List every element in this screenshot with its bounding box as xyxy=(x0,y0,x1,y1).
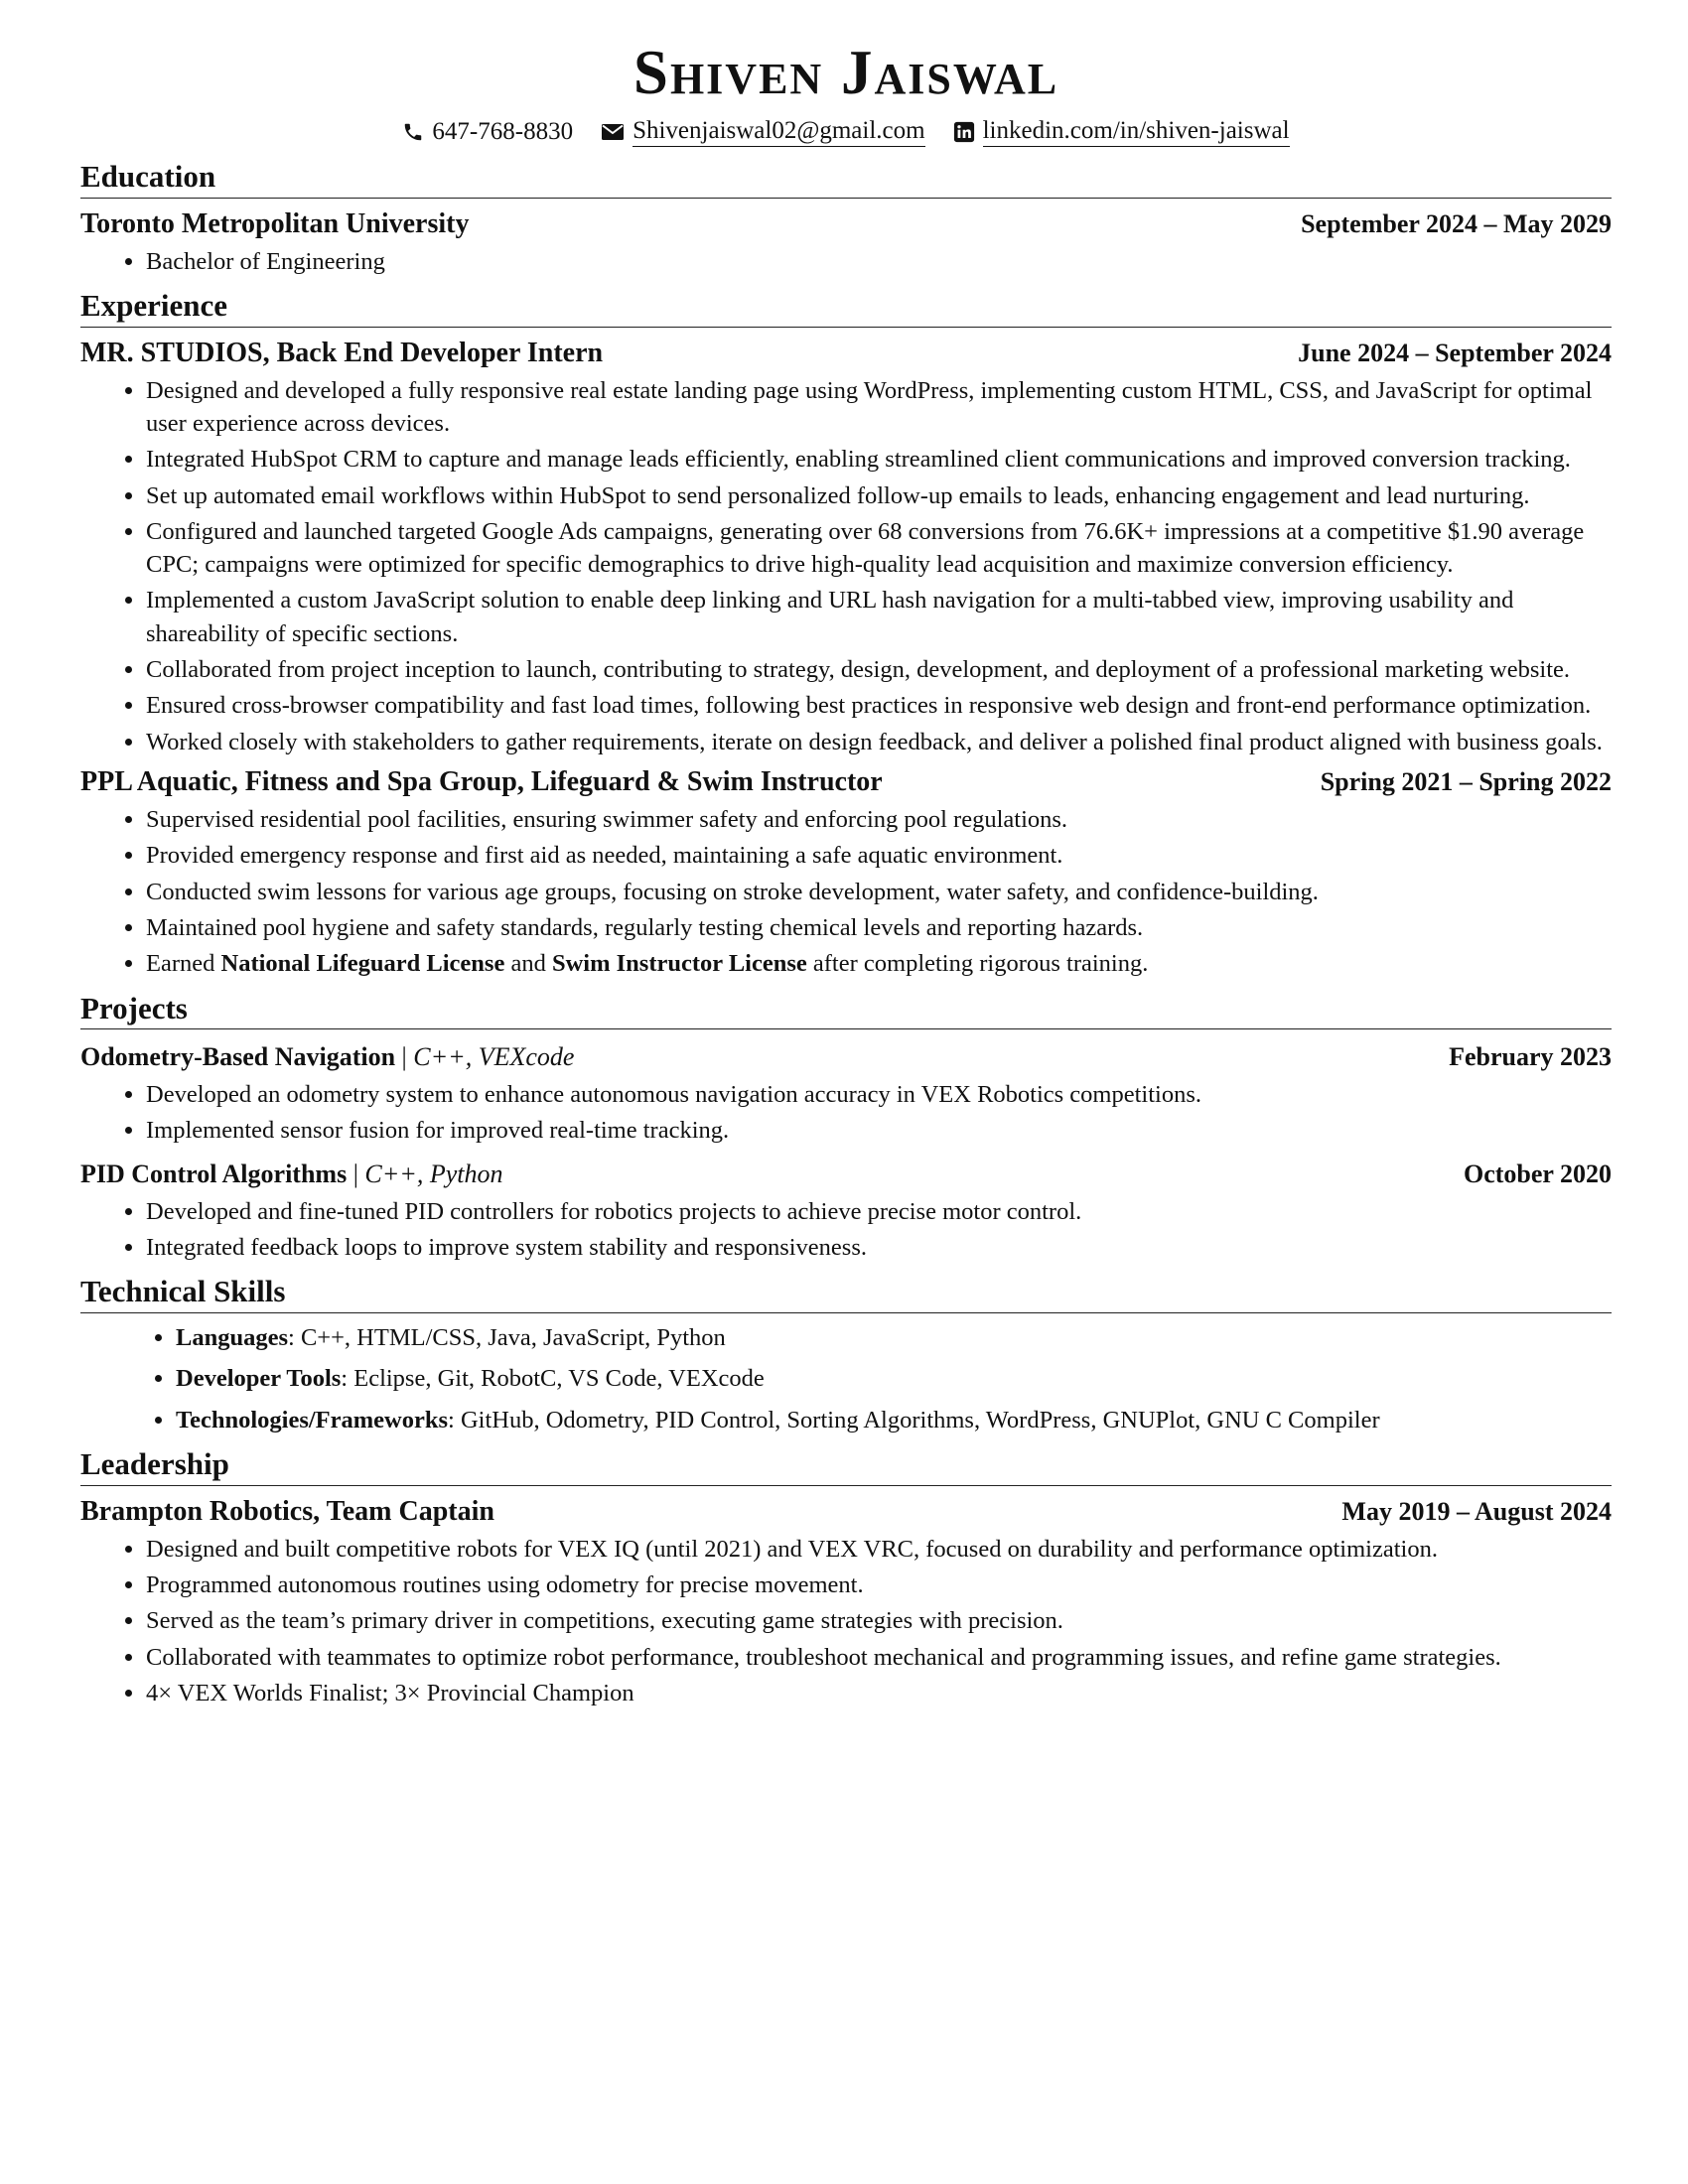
leadership-section xyxy=(80,1446,1612,1709)
section-title-projects: Projects xyxy=(80,991,1612,1030)
experience-section xyxy=(80,288,1612,981)
linkedin-icon xyxy=(953,121,975,143)
contact-phone xyxy=(402,118,573,146)
job-heading-mr-studios xyxy=(80,336,1612,370)
contact-bar xyxy=(80,115,1612,149)
job-date: June 2024 – September 2024 xyxy=(1298,338,1612,367)
project-name: PID Control Algorithms xyxy=(80,1160,348,1189)
list-item: • Ensured cross-browser compatibility and fast load times, following best practices in responsive web design and front-end performance optimization. xyxy=(146,689,1612,722)
list-item: • Collaborated from project inception to launch, contributing to strategy, design, development, and deployment of a professional marketing website. xyxy=(146,653,1612,686)
list-item: • Supervised residential pool facilities, ensuring swimmer safety and enforcing pool regulations. xyxy=(146,803,1612,836)
skills-section xyxy=(80,1274,1612,1436)
list-item: • Designed and developed a fully responsive real estate landing page using WordPress, implementing custom HTML, CSS, and JavaScript for optimal user experience across devices. xyxy=(146,374,1612,441)
skill-value: : Eclipse, Git, RobotC, VS Code, VEXcode xyxy=(341,1365,765,1393)
skill-value: : GitHub, Odometry, PID Control, Sorting Algorithms, WordPress, GNUPlot, GNU C Compiler xyxy=(448,1406,1380,1433)
list-item: • Developed and fine-tuned PID controllers for robotics projects to achieve precise motor control. xyxy=(146,1195,1612,1228)
list-item: • Provided emergency response and first aid as needed, maintaining a safe aquatic environment. xyxy=(146,839,1612,872)
list-item: • Implemented a custom JavaScript solution to enable deep linking and URL hash navigation for a multi-tabbed view, improving usability and shareability of specific sections. xyxy=(146,584,1612,650)
list-item: • Set up automated email workflows within HubSpot to send personalized follow-up emails to leads, enhancing engagement and lead nurturing. xyxy=(146,479,1612,512)
project-bullets-odometry xyxy=(80,1078,1612,1148)
skill-value: : C++, HTML/CSS, Java, JavaScript, Python xyxy=(288,1324,726,1352)
list-item: • Integrated feedback loops to improve system stability and responsiveness. xyxy=(146,1231,1612,1264)
list-item: • Implemented sensor fusion for improved real-time tracking. xyxy=(146,1114,1612,1147)
license-lifeguard: National Lifeguard License xyxy=(220,950,505,978)
license-swim-instructor: Swim Instructor License xyxy=(551,950,807,978)
list-item: • Configured and launched targeted Google Ads campaigns, generating over 68 conversions from 76.6K+ impressions at a competitive $1.90 average CPC; campaigns were optimized for specific demographics to drive high-quality lead acquisition and maximize conversion efficiency. xyxy=(146,515,1612,582)
section-title-leadership: Leadership xyxy=(80,1446,1612,1486)
list-item: • Maintained pool hygiene and safety standards, regularly testing chemical levels and reporting hazards. xyxy=(146,911,1612,944)
project-heading-odometry xyxy=(80,1041,1612,1074)
project-date: October 2020 xyxy=(1464,1160,1612,1189)
section-title-education: Education xyxy=(80,159,1612,199)
skills-list xyxy=(80,1321,1612,1436)
section-title-experience: Experience xyxy=(80,288,1612,328)
resume-page xyxy=(80,40,1612,1715)
project-name: Odometry-Based Navigation xyxy=(80,1042,396,1072)
projects-section xyxy=(80,991,1612,1265)
phone-text: 647-768-8830 xyxy=(432,118,574,145)
list-item: • Designed and built competitive robots for VEX IQ (until 2021) and VEX VRC, focused on durability and performance optimization. xyxy=(146,1533,1612,1566)
project-bullets-pid xyxy=(80,1195,1612,1265)
project-title xyxy=(80,1041,574,1074)
project-title xyxy=(80,1159,503,1191)
list-item: • Bachelor of Engineering xyxy=(146,245,1612,278)
leadership-title: Brampton Robotics, Team Captain xyxy=(80,1495,494,1527)
list-item: • Served as the team’s primary driver in competitions, executing game strategies with precision. xyxy=(146,1604,1612,1637)
envelope-icon xyxy=(601,122,625,142)
license-suffix: after completing rigorous training. xyxy=(806,950,1149,978)
job-title: PPL Aquatic, Fitness and Spa Group, Lifeguard & Swim Instructor xyxy=(80,766,883,798)
linkedin-link[interactable]: linkedin.com/in/shiven-jaiswal xyxy=(983,117,1290,147)
project-separator: | xyxy=(347,1160,365,1189)
skill-label: Languages xyxy=(176,1324,289,1352)
education-section xyxy=(80,159,1612,278)
list-item: • Collaborated with teammates to optimize robot performance, troubleshoot mechanical and programming issues, and refine game strategies. xyxy=(146,1641,1612,1674)
contact-linkedin[interactable] xyxy=(953,117,1290,147)
list-item: • Conducted swim lessons for various age groups, focusing on stroke development, water safety, and confidence-building. xyxy=(146,876,1612,908)
project-tech: C++, Python xyxy=(364,1160,503,1189)
candidate-name: Shiven Jaiswal xyxy=(633,38,1059,107)
project-date: February 2023 xyxy=(1449,1042,1612,1072)
leadership-heading xyxy=(80,1494,1612,1529)
skill-label: Developer Tools xyxy=(176,1365,342,1393)
list-item: • Integrated HubSpot CRM to capture and manage leads efficiently, enabling streamlined client communications and improved conversion tracking. xyxy=(146,443,1612,476)
list-item: • Worked closely with stakeholders to gather requirements, iterate on design feedback, and deliver a polished final product aligned with business goals. xyxy=(146,726,1612,758)
job-bullets-ppl-aquatic xyxy=(80,803,1612,981)
job-heading-ppl-aquatic xyxy=(80,764,1612,799)
skill-technologies xyxy=(176,1404,1612,1436)
list-item-licenses xyxy=(146,947,1612,980)
project-separator: | xyxy=(395,1042,414,1072)
education-bullets xyxy=(80,245,1612,278)
skill-languages xyxy=(176,1321,1612,1354)
job-title: MR. STUDIOS, Back End Developer Intern xyxy=(80,337,604,368)
section-title-skills: Technical Skills xyxy=(80,1274,1612,1313)
contact-email[interactable] xyxy=(601,117,925,147)
list-item: • Developed an odometry system to enhance autonomous navigation accuracy in VEX Robotics competitions. xyxy=(146,1078,1612,1111)
education-date: September 2024 – May 2029 xyxy=(1301,208,1612,238)
license-prefix: Earned xyxy=(146,950,221,978)
license-middle: and xyxy=(504,950,552,978)
leadership-bullets xyxy=(80,1533,1612,1710)
project-heading-pid xyxy=(80,1159,1612,1191)
skill-developer-tools xyxy=(176,1362,1612,1395)
list-item: • 4× VEX Worlds Finalist; 3× Provincial Champion xyxy=(146,1677,1612,1709)
phone-icon xyxy=(402,121,424,143)
skill-label: Technologies/Frameworks xyxy=(176,1406,449,1433)
email-link[interactable]: Shivenjaiswal02@gmail.com xyxy=(633,117,925,147)
list-item: • Programmed autonomous routines using odometry for precise movement. xyxy=(146,1569,1612,1601)
school-name: Toronto Metropolitan University xyxy=(80,207,470,239)
job-date: Spring 2021 – Spring 2022 xyxy=(1320,767,1612,797)
job-bullets-mr-studios xyxy=(80,374,1612,758)
leadership-date: May 2019 – August 2024 xyxy=(1341,1496,1612,1526)
project-tech: C++, VEXcode xyxy=(413,1042,575,1072)
education-entry-heading xyxy=(80,206,1612,241)
